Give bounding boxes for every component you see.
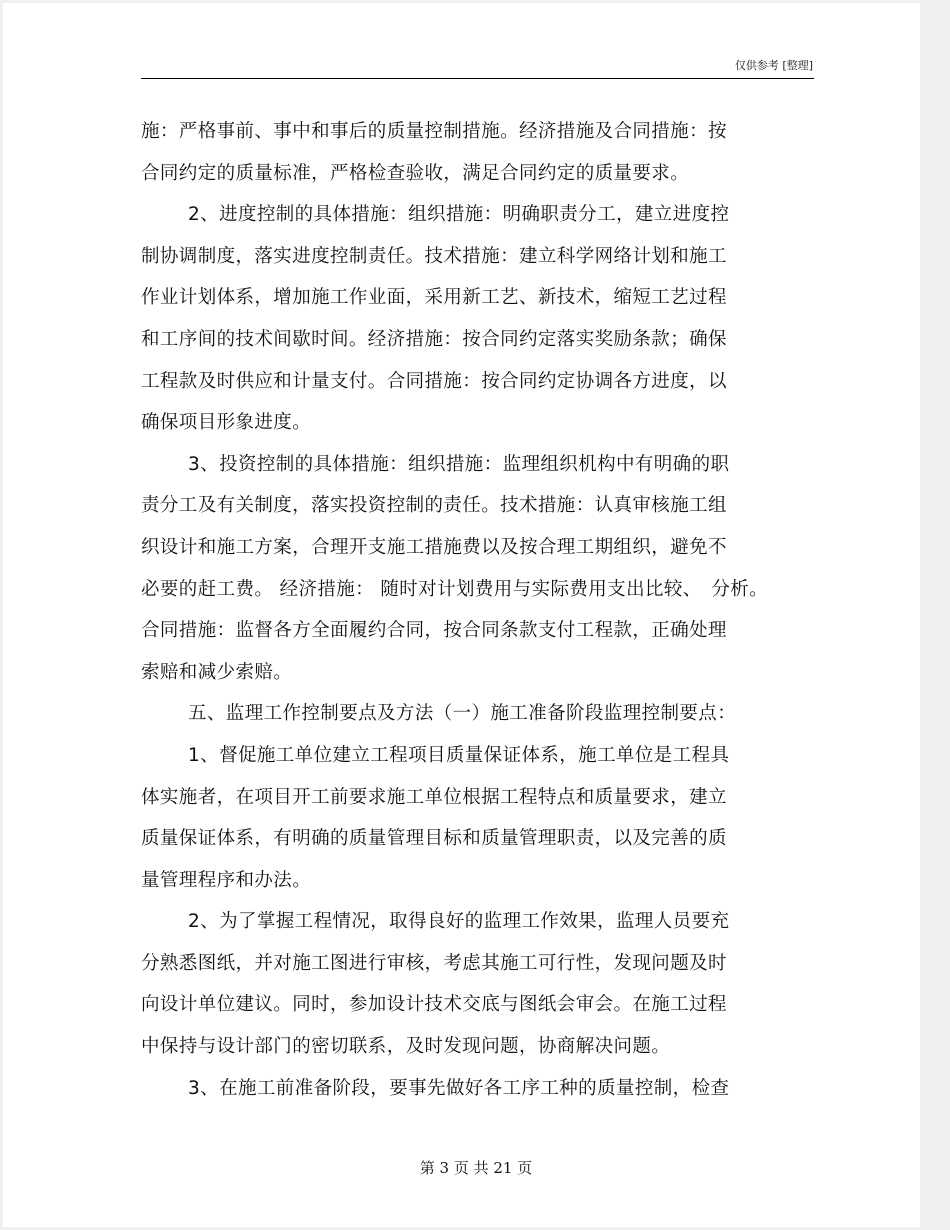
- document-page: [3, 3, 920, 1227]
- text-line: 向设计单位建议。同时，参加设计技术交底与图纸会审会。在施工过程: [141, 994, 727, 1016]
- text-line: 施：严格事前、事中和事后的质量控制措施。经济措施及合同措施：按: [141, 121, 727, 142]
- text-line: 分熟悉图纸，并对施工图进行审核，考虑其施工可行性，发现问题及时: [141, 952, 727, 974]
- text-line: 2、进度控制的具体措施：组织措施：明确职责分工，建立进度控: [188, 204, 730, 226]
- text-line: 中保持与设计部门的密切联系，及时发现问题，协商解决问题。: [141, 1036, 671, 1058]
- page-footer: 第 3 页 共 21 页: [419, 1159, 533, 1177]
- text-line: 和工序间的技术间歇时间。经济措施：按合同约定落实奖励条款；确保: [141, 328, 727, 350]
- text-line: 合同措施：监督各方全面履约合同，按合同条款支付工程款，正确处理: [141, 620, 727, 642]
- text-line: 织设计和施工方案，合理开支施工措施费以及按合理工期组织，避免不: [141, 536, 727, 558]
- text-line: 3、投资控制的具体措施：组织措施：监理组织机构中有明确的职: [188, 453, 730, 475]
- text-line: 3、在施工前准备阶段，要事先做好各工序工种的质量控制，检查: [188, 1077, 730, 1099]
- page-header: 仅供参考 [整理]: [734, 59, 813, 72]
- text-line: 工程款及时供应和计量支付。合同措施：按合同约定协调各方进度，以: [141, 370, 727, 392]
- text-line: 量管理程序和办法。: [141, 869, 312, 891]
- text-line: 五、监理工作控制要点及方法（一）施工准备阶段监理控制要点：: [188, 703, 737, 725]
- header-divider: [141, 78, 814, 79]
- text-line: 质量保证体系，有明确的质量管理目标和质量管理职责，以及完善的质: [141, 828, 727, 850]
- text-line: 体实施者，在项目开工前要求施工单位根据工程特点和质量要求，建立: [141, 786, 727, 808]
- text-line: 2、为了掌握工程情况，取得良好的监理工作效果，监理人员要充: [188, 911, 730, 933]
- text-line: 1、督促施工单位建立工程项目质量保证体系，施工单位是工程具: [188, 744, 730, 766]
- text-line: 制协调制度，落实进度控制责任。技术措施：建立科学网络计划和施工: [141, 245, 727, 267]
- text-line: 确保项目形象进度。: [141, 412, 312, 434]
- text-line: 合同约定的质量标准，严格检查验收，满足合同约定的质量要求。: [141, 162, 690, 184]
- text-line: 作业计划体系，增加施工作业面，采用新工艺、新技术，缩短工艺过程: [141, 287, 727, 309]
- text-line: 索赔和减少索赔。: [141, 661, 293, 683]
- body-text: [141, 113, 831, 1111]
- text-line: 责分工及有关制度，落实投资控制的责任。技术措施：认真审核施工组: [141, 495, 727, 517]
- text-line: 必要的赶工费。 经济措施： 随时对计划费用与实际费用支出比较、 分析。: [141, 578, 769, 600]
